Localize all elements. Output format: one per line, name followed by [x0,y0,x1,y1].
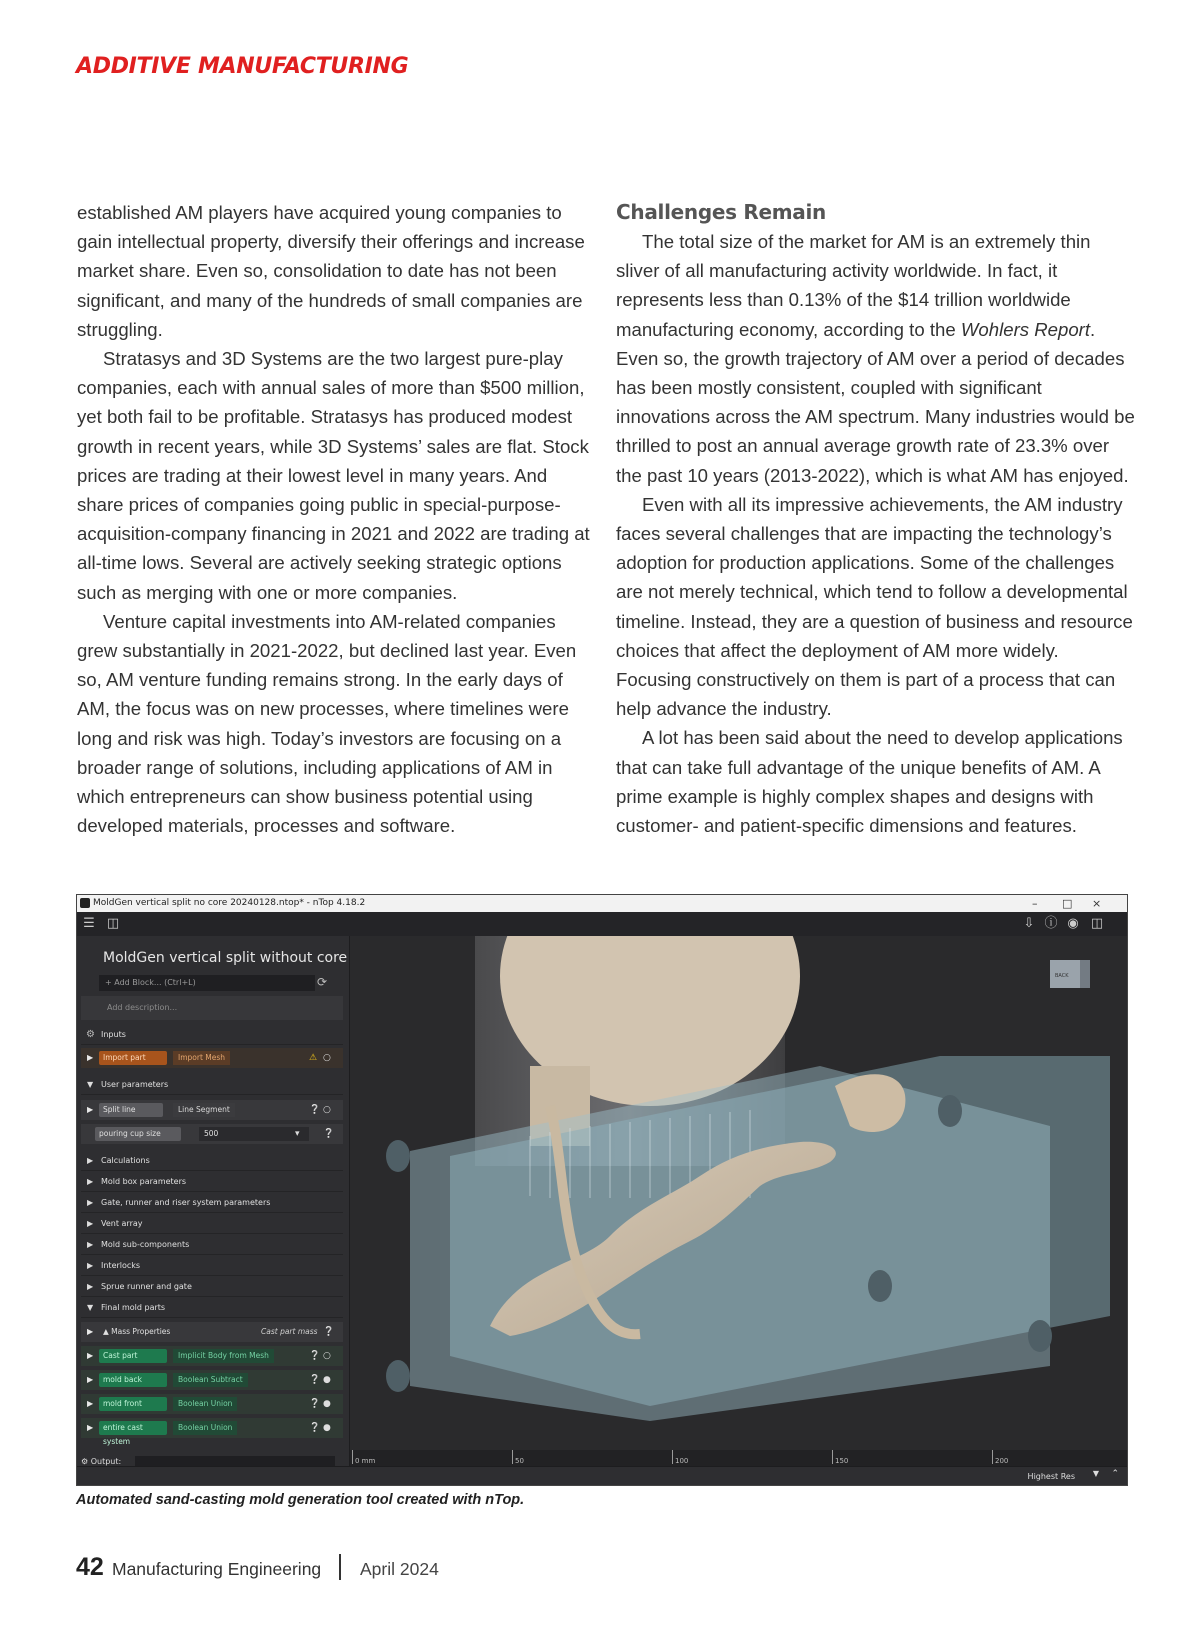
import-part-type: Import Mesh [173,1051,230,1065]
ruler-tick: 150 [832,1450,848,1464]
group-row[interactable] [81,1255,343,1276]
help-icon: ❔ [309,1375,321,1385]
toolbar [77,912,1127,936]
user-parameters-group[interactable] [81,1074,343,1095]
mass-properties-block[interactable] [81,1322,343,1342]
expand-arrow-icon[interactable]: ▶ [87,1399,94,1408]
expand-arrow-icon[interactable]: ▶ [87,1177,94,1186]
expand-arrow-icon[interactable]: ▶ [87,1053,94,1062]
layout-icon[interactable]: ◫ [1090,916,1104,931]
wohlers-report-title: Wohlers Report [960,318,1091,340]
pouring-cup-value[interactable]: 500 [199,1127,309,1141]
ruler [350,1450,1127,1466]
section-header: ADDITIVE MANUFACTURING [76,54,409,79]
help-icon: ❔ [309,1399,321,1409]
output-label: Output: [90,1457,122,1466]
expand-arrow-icon[interactable]: ▶ [87,1219,94,1228]
group-row[interactable] [81,1192,343,1213]
group-label: Mold sub-components [101,1240,190,1249]
resolution-select[interactable]: Highest Res [1027,1472,1075,1481]
group-row[interactable] [81,1234,343,1255]
visible-dot-icon: ● [323,1399,331,1409]
ruler-tick: 100 [672,1450,688,1464]
chevron-up-icon[interactable]: ⌃ [1111,1469,1119,1479]
group-row[interactable] [81,1276,343,1297]
group-label: Interlocks [101,1261,141,1270]
interlock-pin [386,1360,410,1392]
ruler-tick: 200 [992,1450,1008,1464]
mass-properties-type: Cast part mass [261,1327,318,1336]
panel-toggle-icon[interactable]: ◫ [106,916,120,931]
pouring-cup-chip: pouring cup size [95,1127,181,1141]
help-icon: ❔ [323,1327,335,1337]
group-label: Calculations [101,1156,150,1165]
download-icon[interactable]: ⇩ [1023,916,1035,931]
help-icon: ❔ [309,1423,321,1433]
add-block-label: Add Block... (Ctrl+L) [114,978,196,987]
final-block[interactable] [81,1346,343,1366]
left-paragraph-3: Venture capital investments into AM-related companies grew substantially in 2021-2022, but declined last year. Even so, AM venture funding remains strong. In the early days of AM, the focus was on new processes, where timelines were long and risk was high. Today’s investors are focusing on a broader range of solutions, including applications of AM in which entrepreneurs can show business potential using developed materials, processes and software. [77,610,577,837]
account-icon[interactable]: ◉ [1067,916,1079,931]
notebook-panel [77,936,350,1466]
expand-arrow-icon[interactable]: ▶ [87,1105,94,1114]
group-row[interactable] [81,1150,343,1171]
figure-screenshot [76,894,1128,1486]
ntop-logo-icon [80,898,90,908]
refresh-icon[interactable]: ⟳ [317,975,328,989]
maximize-icon[interactable]: □ [1062,897,1073,910]
help-icon[interactable]: ⓘ [1044,916,1058,931]
final-block-chip: mold front [99,1397,167,1411]
mass-properties-chip [99,1325,174,1339]
final-block[interactable] [81,1394,343,1414]
final-mold-parts-label: Final mold parts [101,1303,166,1312]
expand-arrow-icon[interactable]: ▶ [87,1282,94,1291]
final-mold-parts-group[interactable] [81,1297,343,1318]
final-block-type: Boolean Union [173,1397,237,1411]
expand-arrow-icon[interactable]: ▶ [87,1351,94,1360]
notebook-title: MoldGen vertical split without core [103,950,348,966]
collapse-arrow-icon[interactable]: ▼ [87,1303,94,1312]
issue-date: April 2024 [360,1559,439,1579]
import-part-block[interactable] [81,1048,343,1068]
figure-caption: Automated sand-casting mold generation tool created with nTop. [76,1492,525,1508]
help-icon: ❔ [309,1351,321,1361]
expand-arrow-icon[interactable]: ▶ [87,1240,94,1249]
view-cube-label: BACK [1055,973,1069,979]
expand-arrow-icon[interactable]: ▶ [87,1375,94,1384]
description-field[interactable]: Add description... [81,996,343,1020]
page-number: 42 [76,1553,104,1581]
group-label: Mold box parameters [101,1177,187,1186]
help-icon: ❔ [309,1105,321,1115]
subhead-challenges: Challenges Remain [616,200,826,224]
group-label: Sprue runner and gate [101,1282,192,1291]
final-block-type: Boolean Union [173,1421,237,1435]
split-line-chip: Split line [99,1103,163,1117]
right-paragraph-1-b: . Even so, the growth trajectory of AM over a period of decades has been mostly consistent, coupled with significant innovations across the AM spectrum. Many industries would be thrilled to post an annual average growth rate of 23.3% over the past 10 years (2013-2022), which is what AM has enjoyed. [616,318,1135,486]
right-column [616,198,1136,840]
final-block[interactable] [81,1370,343,1390]
interlock-pin [1028,1320,1052,1352]
final-block-chip: entire cast system [99,1421,167,1435]
gear-icon: ⚙ [86,1029,95,1040]
left-column [77,198,597,840]
window-title: MoldGen vertical split no core 20240128.ntop* - nTop 4.18.2 [93,898,366,908]
expand-arrow-icon[interactable]: ▶ [87,1156,94,1165]
split-line-type: Line Segment [173,1103,235,1117]
footer-divider [339,1554,341,1580]
magazine-name: Manufacturing Engineering [112,1559,322,1579]
expand-arrow-icon[interactable]: ▶ [87,1261,94,1270]
ruler-tick: 50 [512,1450,524,1464]
pouring-cup-block[interactable] [81,1124,343,1144]
right-paragraph-1 [616,227,1136,490]
interlock-pin [386,1140,410,1172]
right-paragraph-2: Even with all its impressive achievements, the AM industry faces several challenges that are impacting the technology’s adoption for production applications. Some of the challenges are not merely technical, which tend to follow a developmental timeline. Instead, they are a question of business and resource choices that affect the deployment of AM more widely. Focusing constructively on them is part of a process that can help advance the industry. [616,493,1133,720]
interlock-pin [938,1095,962,1127]
final-block-chip: Cast part [99,1349,167,1363]
add-block-input[interactable] [99,975,315,991]
group-label: Gate, runner and riser system parameters [101,1198,271,1207]
inputs-group[interactable] [81,1024,343,1045]
status-bar [77,1466,1127,1486]
minimize-icon[interactable]: – [1032,897,1038,910]
dropdown-arrow-icon[interactable]: ▾ [295,1129,300,1139]
final-block-chip: mold back [99,1373,167,1387]
lock-icon: ▲ [103,1327,112,1336]
right-paragraph-1-a: The total size of the market for AM is an extremely thin sliver of all manufacturing activity worldwide. In fact, it represents less than 0.13% of the $14 trillion worldwide manufacturing economy, according to the [616,231,1091,340]
menu-icon[interactable]: ☰ [83,916,95,931]
3d-viewport[interactable] [350,936,1127,1450]
interlock-pin [868,1270,892,1302]
status-circle-icon: ○ [323,1053,331,1063]
left-paragraph-1: established AM players have acquired young companies to gain intellectual property, diversify their offerings and increase market share. Even so, consolidation to date has not been significant, and many of the hundreds of small companies are struggling. [77,202,585,340]
final-block-type: Boolean Subtract [173,1373,248,1387]
group-row[interactable] [81,1171,343,1192]
gear-icon: ⚙ [81,1457,91,1466]
warning-icon: ⚠ [309,1053,318,1063]
import-part-chip: Import part [99,1051,167,1065]
status-circle-icon: ○ [323,1105,331,1115]
mass-properties-label: Mass Properties [111,1327,171,1336]
collapse-arrow-icon[interactable]: ▼ [87,1080,94,1089]
user-parameters-label: User parameters [101,1080,169,1089]
right-paragraph-3: A lot has been said about the need to develop applications that can take full advantage of the unique benefits of AM. A prime example is highly complex shapes and designs with customer- and patient-specific dimensions and features. [616,727,1123,837]
view-cube-side[interactable] [1080,960,1090,988]
group-label: Vent array [101,1219,143,1228]
chevron-down-icon[interactable]: ▼ [1092,1469,1099,1478]
ruler-tick: 0 mm [352,1450,375,1464]
visible-dot-icon: ● [323,1375,331,1385]
group-row[interactable] [81,1213,343,1234]
status-circle-icon: ○ [323,1351,331,1361]
final-block-type: Implicit Body from Mesh [173,1349,274,1363]
close-icon[interactable]: × [1092,897,1102,910]
expand-arrow-icon[interactable]: ▶ [87,1198,94,1207]
mold-render [350,936,1127,1450]
help-icon: ❔ [323,1129,335,1139]
split-line-block[interactable] [81,1100,343,1120]
window-titlebar [77,895,1127,912]
expand-arrow-icon[interactable]: ▶ [87,1327,94,1336]
plus-icon: + [105,978,115,987]
final-block[interactable] [81,1418,343,1446]
left-paragraph-2: Stratasys and 3D Systems are the two largest pure-play companies, each with annual sales of more than $500 million, yet both fail to be profitable. Stratasys has produced modest growth in recent years, while 3D Systems’ sales are flat. Stock prices are trading at their lowest level in many years. And share prices of companies going public in special-purpose-acquisition-company financing in 2021 and 2022 are trading at all-time lows. Several are actively seeking strategic options such as merging with one or more companies. [77,348,590,603]
visible-dot-icon: ● [323,1423,331,1433]
expand-arrow-icon[interactable]: ▶ [87,1423,94,1432]
inputs-label: Inputs [101,1030,126,1039]
